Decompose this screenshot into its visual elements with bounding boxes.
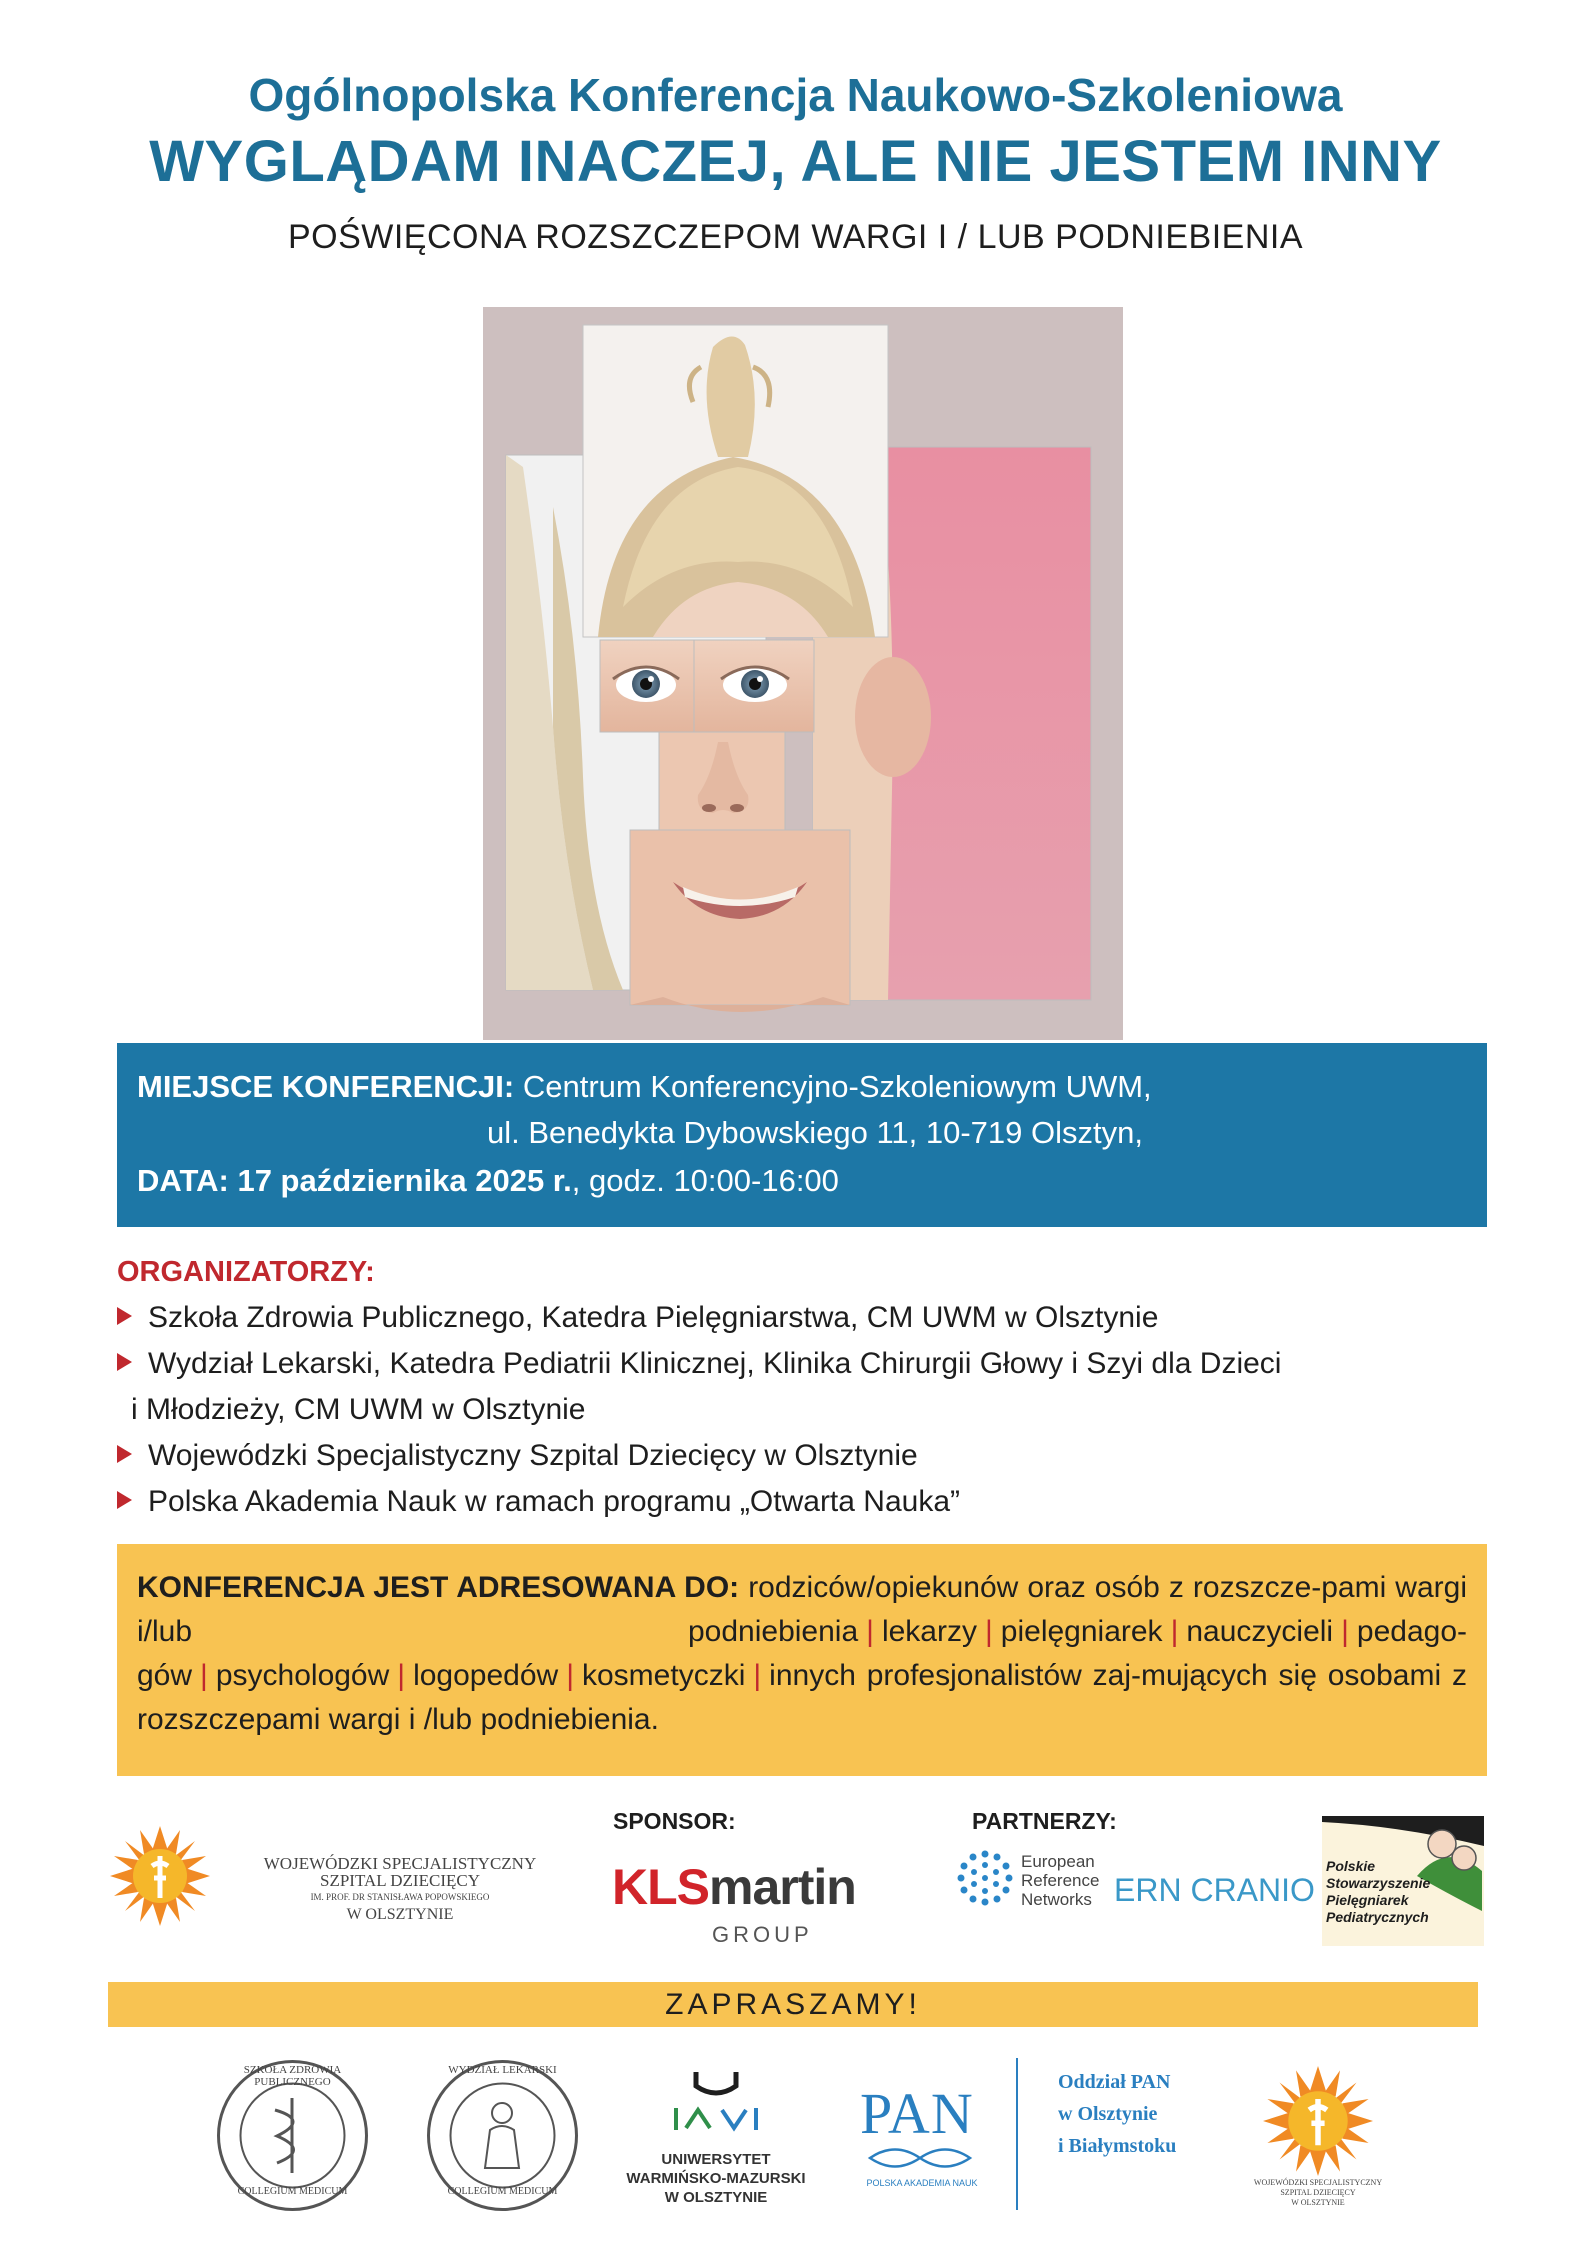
- bullet-triangle-icon: [117, 1307, 132, 1325]
- uwm-name: UNIWERSYTET WARMIŃSKO-MAZURSKI W OLSZTYNIE: [626, 2151, 806, 2206]
- audience-box: [117, 1544, 1487, 1776]
- venue-line1: Centrum Konferencyjno-Szkoleniowym UWM,: [522, 1069, 1152, 1104]
- date-time: , godz. 10:00-16:00: [571, 1163, 839, 1198]
- ern-dots-logo-icon: [957, 1850, 1013, 1906]
- organizer-item: Szkoła Zdrowia Publicznego, Katedra Pielęgniarstwa, CM UWM w Olsztynie: [117, 1296, 1497, 1340]
- organizers-title: ORGANIZATORZY:: [117, 1256, 375, 1288]
- pan-full-name: POLSKA AKADEMIA NAUK: [866, 2178, 978, 2188]
- organizer-item: Polska Akademia Nauk w ramach programu „Otwarta Nauka”: [117, 1480, 1497, 1524]
- date-value: 17 października 2025 r.: [237, 1163, 572, 1198]
- sponsor-label: SPONSOR:: [613, 1808, 736, 1834]
- organizer-item: Wydział Lekarski, Katedra Pediatrii Klinicznej, Klinika Chirurgii Głowy i Szyi dla Dzieci: [117, 1342, 1497, 1386]
- hospital-name: WOJEWÓDZKI SPECJALISTYCZNY SZPITAL DZIECIĘCY IM. PROF. DR STANISŁAWA POPOWSKIEGO W OLSZTYNIE: [263, 1854, 537, 1923]
- organizer-item-continued: i Młodzieży, CM UWM w Olsztynie: [131, 1393, 586, 1426]
- ern-text: European Reference Networks: [1021, 1852, 1100, 1909]
- hospital-sun-small-logo-icon: [1263, 2066, 1373, 2176]
- pan-logo-text: PAN: [860, 2081, 974, 2146]
- bullet-triangle-icon: [117, 1445, 132, 1463]
- venue-label: MIEJSCE KONFERENCJI:: [137, 1069, 515, 1104]
- audience-text: KONFERENCJA JEST ADRESOWANA DO: rodziców/opiekunów oraz osób z rozszcze-pami wargi i/lub podniebienia | lekarzy | pielęgniarek | nauczycieli | pedago-gów | psychologów | logopedów | kosmetyczki | innych profesjonalistów zaj-mujących się osobami z rozszczepami wargi i /lub podniebienia.: [137, 1571, 1467, 1736]
- invite-banner: ZAPRASZAMY!: [108, 1982, 1478, 2027]
- uwm-logo-icon: [668, 2068, 764, 2140]
- hospital-small-name: WOJEWÓDZKI SPECJALISTYCZNY SZPITAL DZIECIĘCY W OLSZTYNIE: [1253, 2178, 1383, 2207]
- conference-topic: POŚWIĘCONA ROZSZCZEPOM WARGI I / LUB PODNIEBIENIA: [287, 218, 1304, 256]
- szp-seal-logo: SZKOŁA ZDROWIA PUBLICZNEGO COLLEGIUM MEDICUM: [215, 2058, 370, 2213]
- venue-info-box: [117, 1043, 1487, 1227]
- bullet-triangle-icon: [117, 1491, 132, 1509]
- pan-divider: [1016, 2058, 1018, 2210]
- conference-subtitle: Ogólnopolska Konferencja Naukowo-Szkoleniowa: [248, 69, 1343, 121]
- hospital-sun-logo-icon: [110, 1826, 210, 1926]
- wl-seal-logo: WYDZIAŁ LEKARSKI COLLEGIUM MEDICUM: [425, 2058, 580, 2213]
- kls-group-text: GROUP: [712, 1922, 813, 1947]
- ern-cranio-text: ERN CRANIO: [1114, 1872, 1315, 1908]
- psp-logo: Polskie Stowarzyszenie Pielęgniarek Pediatrycznych: [1322, 1816, 1484, 1946]
- pan-department: Oddział PAN w Olsztynie i Białymstoku: [1058, 2071, 1177, 2157]
- pan-infinity-icon: [860, 2145, 980, 2171]
- bullet-triangle-icon: [117, 1353, 132, 1371]
- venue-line2: ul. Benedykta Dybowskiego 11, 10-719 Olsztyn,: [487, 1115, 1143, 1150]
- kls-martin-logo: KLSmartin: [612, 1859, 856, 1915]
- photo-collage: [483, 307, 1123, 1040]
- organizer-item: Wojewódzki Specjalistyczny Szpital Dziecięcy w Olsztynie: [117, 1434, 1497, 1478]
- audience-label: KONFERENCJA JEST ADRESOWANA DO:: [137, 1571, 740, 1604]
- conference-title: WYGLĄDAM INACZEJ, ALE NIE JESTEM INNY: [149, 129, 1442, 194]
- date-label: DATA:: [137, 1163, 229, 1198]
- partners-label: PARTNERZY:: [972, 1808, 1117, 1834]
